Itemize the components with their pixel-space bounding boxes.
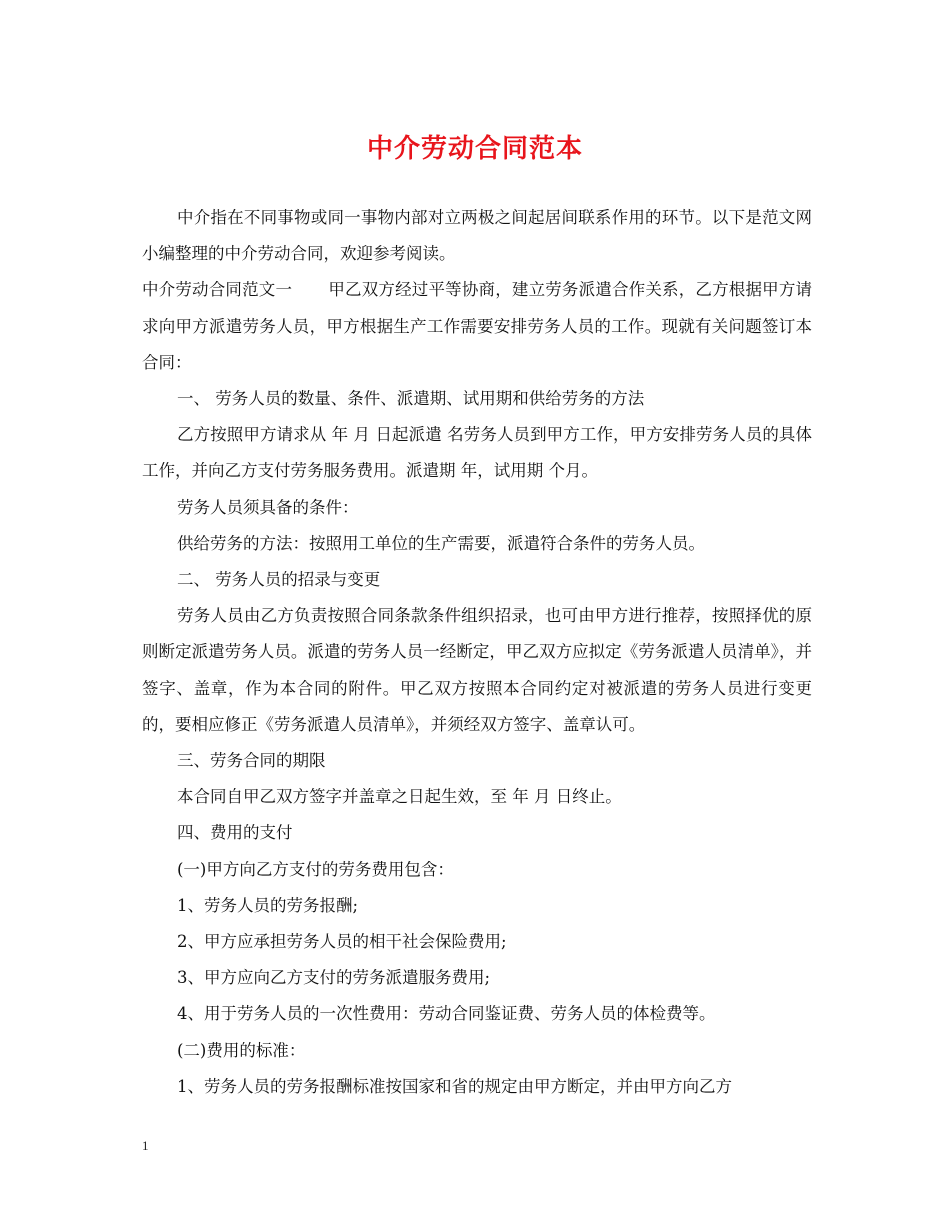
paragraph-intro: 中介指在不同事物或同一事物内部对立两极之间起居间联系作用的环节。以下是范文网小编整理的中介劳动合同，欢迎参考阅读。 xyxy=(142,208,812,264)
section-heading-1: 一、 劳务人员的数量、条件、派遣期、试用期和供给劳务的方法 xyxy=(177,389,645,409)
paragraph-supply-method: 供给劳务的方法：按照用工单位的生产需要，派遣符合条件的劳务人员。 xyxy=(177,533,705,553)
paragraph-conditions: 劳务人员须具备的条件： xyxy=(177,497,359,517)
section-heading-3: 三、劳务合同的期限 xyxy=(177,751,326,771)
list-item: 4、用于劳务人员的一次性费用：劳动合同鉴证费、劳务人员的体检费等。 xyxy=(177,1004,716,1024)
sample-preamble: 甲乙双方经过平等协商，建立劳务派遣合作关系，乙方根据甲方请求向甲方派遣劳务人员，甲方根据生产工作需要安排劳务人员的工作。现就有关问题签订本合同： xyxy=(142,280,813,372)
section-heading-2: 二、 劳务人员的招录与变更 xyxy=(177,570,381,590)
list-item: 1、劳务人员的劳务报酬; xyxy=(177,895,359,915)
document-title: 中介劳动合同范本 xyxy=(366,134,583,164)
paragraph-term: 本合同自甲乙双方签字并盖章之日起生效，至 年 月 日终止。 xyxy=(177,787,622,807)
list-item: 2、甲方应承担劳务人员的相干社会保险费用; xyxy=(177,932,507,952)
section-heading-4: 四、费用的支付 xyxy=(177,823,293,843)
paragraph-sample-one xyxy=(142,272,812,381)
page-number: 1 xyxy=(142,1138,149,1153)
paragraph-dispatch-terms: 乙方按照甲方请求从 年 月 日起派遣 名劳务人员到甲方工作，甲方安排劳务人员的具体工作，并向乙方支付劳务服务费用。派遣期 年，试用期 个月。 xyxy=(142,425,812,481)
sample-heading: 中介劳动合同范文一 xyxy=(142,280,293,300)
subsection-heading-1: (一)甲方向乙方支付的劳务费用包含： xyxy=(177,859,454,879)
list-item: 1、劳务人员的劳务报酬标准按国家和省的规定由甲方断定，并由甲方向乙方 xyxy=(177,1076,732,1096)
subsection-heading-2: (二)费用的标准： xyxy=(177,1040,306,1060)
paragraph-recruitment: 劳务人员由乙方负责按照合同条款条件组织招录，也可由甲方进行推荐，按照择优的原则断定派遣劳务人员。派遣的劳务人员一经断定，甲乙双方应拟定《劳务派遣人员清单》，并签字、盖章，作为本合同的附件。甲乙双方按照本合同约定对被派遣的劳务人员进行变更的，要相应修正《劳务派遣人员清单》，并须经双方签字、盖章认可。 xyxy=(142,606,812,734)
list-item: 3、甲方应向乙方支付的劳务派遣服务费用; xyxy=(177,968,491,988)
document-body xyxy=(142,200,812,1105)
